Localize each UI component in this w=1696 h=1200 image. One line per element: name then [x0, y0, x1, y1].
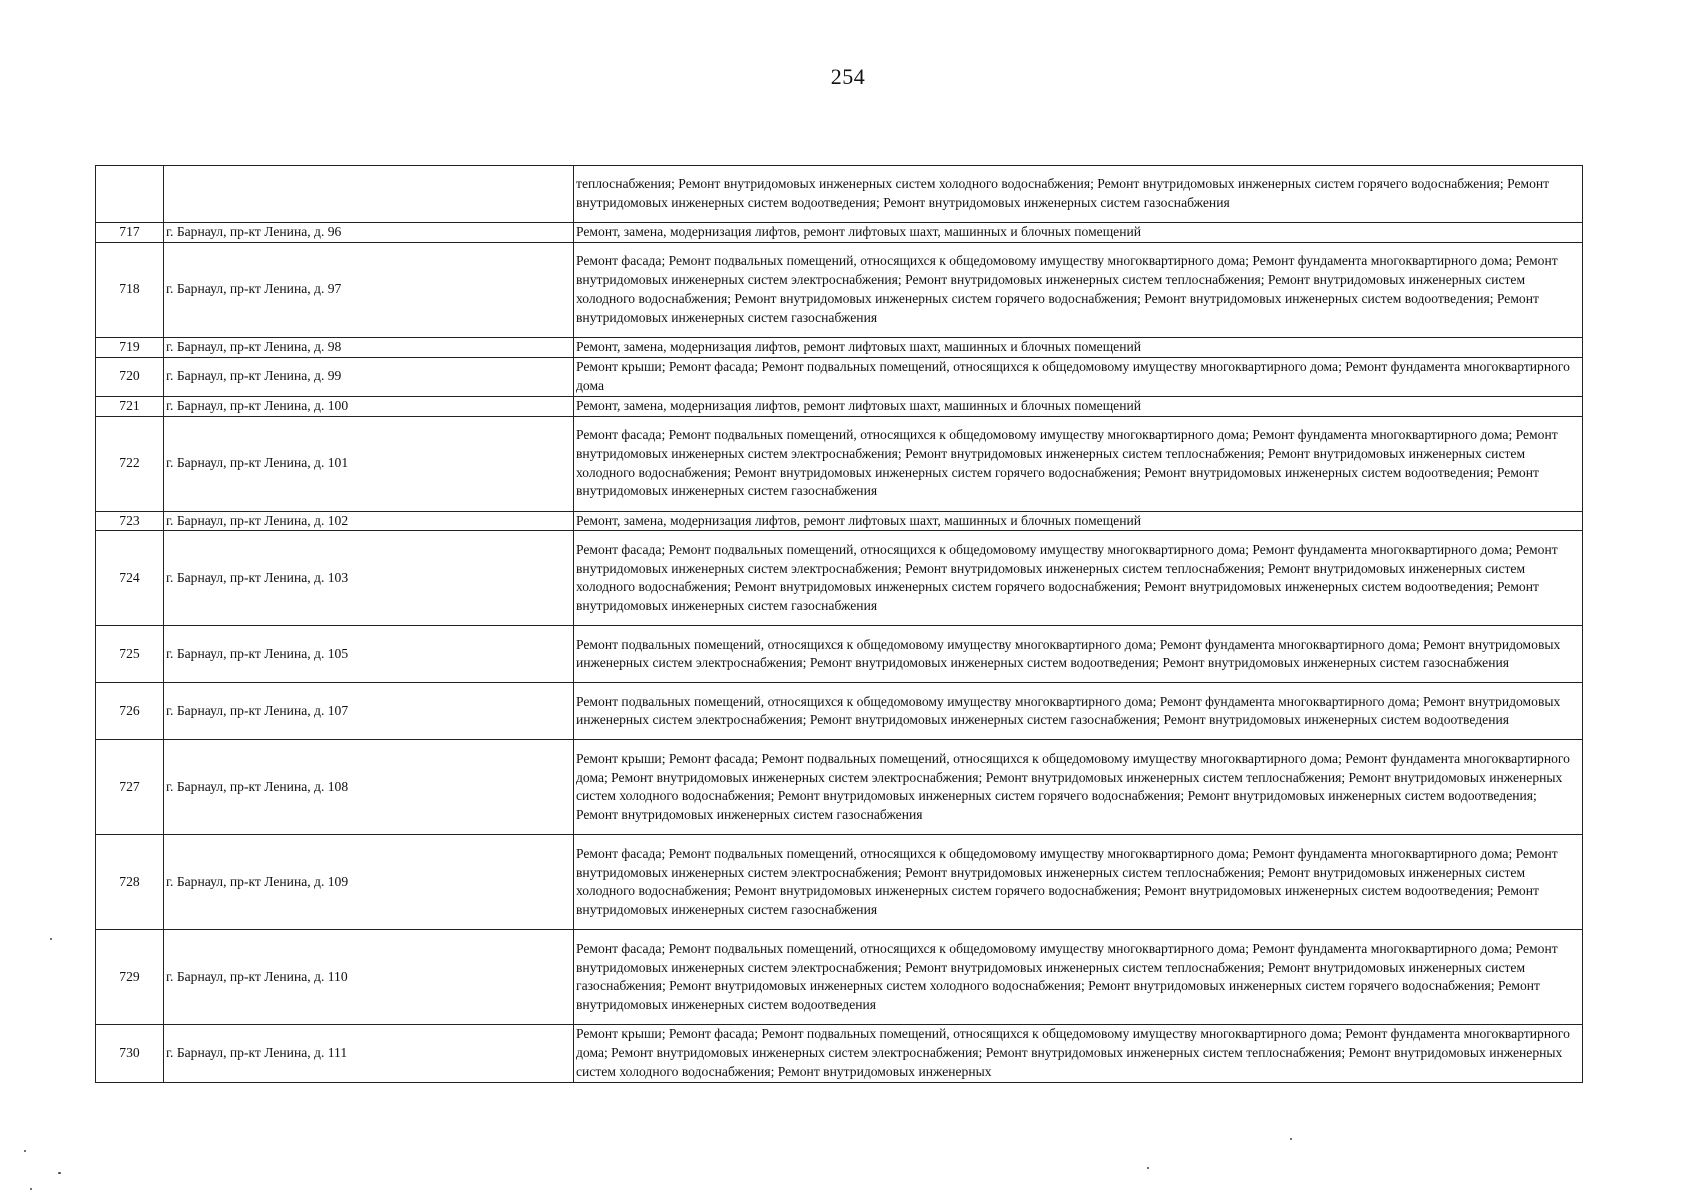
row-number: 721: [96, 396, 164, 416]
table-row: [96, 357, 1583, 396]
row-number: 717: [96, 223, 164, 243]
scan-speck: [30, 1188, 32, 1190]
page-number: 254: [830, 64, 866, 89]
row-address: г. Барнаул, пр-кт Ленина, д. 105: [164, 626, 574, 683]
table-row: [96, 416, 1583, 511]
row-works: теплоснабжения; Ремонт внутридомовых инженерных систем холодного водоснабжения; Ремонт внутридомовых инженерных систем горячего водоснабжения; Ремонт внутридомовых инженерных систем водоотведения; Ремонт внутридомовых инженерных систем газоснабжения: [576, 176, 1550, 210]
row-works-cell: [574, 416, 1583, 511]
table-row: [96, 740, 1583, 835]
row-address: г. Барнаул, пр-кт Ленина, д. 111: [164, 1025, 574, 1083]
table-row: [96, 683, 1583, 740]
row-works: Ремонт подвальных помещений, относящихся к общедомовому имуществу многоквартирного дома; Ремонт фундамента многоквартирного дома; Ремонт внутридомовых инженерных систем электроснабжения; Ремонт внутридомовых инженерных систем газоснабжения; Ремонт внутридомовых инженерных систем водоотведения: [576, 693, 1561, 728]
row-works-cell: [574, 683, 1583, 740]
scan-speck: [24, 1150, 26, 1152]
row-number: 720: [96, 357, 164, 396]
row-works-cell: [574, 740, 1583, 835]
table-row: [96, 166, 1583, 223]
row-address: г. Барнаул, пр-кт Ленина, д. 107: [164, 683, 574, 740]
table-row: [96, 337, 1583, 357]
row-address: г. Барнаул, пр-кт Ленина, д. 102: [164, 511, 574, 531]
row-address: г. Барнаул, пр-кт Ленина, д. 97: [164, 242, 574, 337]
scan-speck: [50, 938, 52, 940]
table-body: [96, 166, 1583, 1083]
table-row: [96, 930, 1583, 1025]
table-row: [96, 396, 1583, 416]
row-number: 728: [96, 835, 164, 930]
row-number: 718: [96, 242, 164, 337]
table-row: [96, 1025, 1583, 1083]
table-row: [96, 223, 1583, 243]
row-works-cell: [574, 166, 1583, 223]
row-address: г. Барнаул, пр-кт Ленина, д. 98: [164, 337, 574, 357]
row-address: [164, 166, 574, 223]
scan-speck: [1290, 1138, 1292, 1140]
row-works: Ремонт крыши; Ремонт фасада; Ремонт подвальных помещений, относящихся к общедомовому имуществу многоквартирного дома; Ремонт фундамента многоквартирного дома; Ремонт внутридомовых инженерных систем электроснабжения; Ремонт внутридомовых инженерных систем теплоснабжения; Ремонт внутридомовых инженерных систем холодного водоснабжения; Ремонт внутридомовых инженерных систем горячего водоснабжения; Ремонт внутридомовых инженерных систем водоотведения; Ремонт внутридомовых инженерных систем газоснабжения: [576, 750, 1570, 823]
row-works-cell: [574, 835, 1583, 930]
row-works-cell: [574, 357, 1583, 396]
scan-speck: [1147, 1167, 1149, 1169]
row-number: 726: [96, 683, 164, 740]
row-works-cell: [574, 396, 1583, 416]
row-number: 725: [96, 626, 164, 683]
row-works: Ремонт, замена, модернизация лифтов, ремонт лифтовых шахт, машинных и блочных помещений: [576, 224, 1142, 239]
row-works: Ремонт подвальных помещений, относящихся к общедомовому имуществу многоквартирного дома; Ремонт фундамента многоквартирного дома; Ремонт внутридомовых инженерных систем электроснабжения; Ремонт внутридомовых инженерных систем водоотведения; Ремонт внутридомовых инженерных систем газоснабжения: [576, 636, 1561, 671]
row-address: г. Барнаул, пр-кт Ленина, д. 99: [164, 357, 574, 396]
row-works: Ремонт, замена, модернизация лифтов, ремонт лифтовых шахт, машинных и блочных помещений: [576, 512, 1142, 528]
row-number: 722: [96, 416, 164, 511]
row-number: 730: [96, 1025, 164, 1083]
table-row: [96, 835, 1583, 930]
row-number: 723: [96, 511, 164, 531]
row-number: [96, 166, 164, 223]
row-address: г. Барнаул, пр-кт Ленина, д. 103: [164, 531, 574, 626]
scan-speck: [58, 1172, 61, 1174]
row-number: 724: [96, 531, 164, 626]
row-works: Ремонт фасада; Ремонт подвальных помещений, относящихся к общедомовому имуществу многоквартирного дома; Ремонт фундамента многоквартирного дома; Ремонт внутридомовых инженерных систем электроснабжения; Ремонт внутридомовых инженерных систем теплоснабжения; Ремонт внутридомовых инженерных систем газоснабжения; Ремонт внутридомовых инженерных систем холодного водоснабжения; Ремонт внутридомовых инженерных систем горячего водоснабжения; Ремонт внутридомовых инженерных систем водоотведения: [576, 940, 1558, 1013]
table-row: [96, 626, 1583, 683]
row-works: Ремонт фасада; Ремонт подвальных помещений, относящихся к общедомовому имуществу многоквартирного дома; Ремонт фундамента многоквартирного дома; Ремонт внутридомовых инженерных систем электроснабжения; Ремонт внутридомовых инженерных систем теплоснабжения; Ремонт внутридомовых инженерных систем холодного водоснабжения; Ремонт внутридомовых инженерных систем горячего водоснабжения; Ремонт внутридомовых инженерных систем водоотведения; Ремонт внутридомовых инженерных систем газоснабжения: [576, 426, 1558, 499]
row-address: г. Барнаул, пр-кт Ленина, д. 100: [164, 396, 574, 416]
row-address: г. Барнаул, пр-кт Ленина, д. 101: [164, 416, 574, 511]
row-works: Ремонт, замена, модернизация лифтов, ремонт лифтовых шахт, машинных и блочных помещений: [576, 397, 1142, 413]
row-address: г. Барнаул, пр-кт Ленина, д. 109: [164, 835, 574, 930]
row-address: г. Барнаул, пр-кт Ленина, д. 96: [164, 223, 574, 243]
table-row: [96, 531, 1583, 626]
row-works: Ремонт, замена, модернизация лифтов, ремонт лифтовых шахт, машинных и блочных помещений: [576, 338, 1142, 354]
row-works-cell: [574, 531, 1583, 626]
row-address: г. Барнаул, пр-кт Ленина, д. 108: [164, 740, 574, 835]
row-number: 729: [96, 930, 164, 1025]
repair-works-table: [95, 165, 1583, 1083]
row-works-cell: [574, 242, 1583, 337]
row-works: Ремонт крыши; Ремонт фасада; Ремонт подвальных помещений, относящихся к общедомовому имуществу многоквартирного дома; Ремонт фундамента многоквартирного дома: [576, 358, 1570, 393]
row-works-cell: [574, 626, 1583, 683]
row-works: Ремонт фасада; Ремонт подвальных помещений, относящихся к общедомовому имуществу многоквартирного дома; Ремонт фундамента многоквартирного дома; Ремонт внутридомовых инженерных систем электроснабжения; Ремонт внутридомовых инженерных систем теплоснабжения; Ремонт внутридомовых инженерных систем холодного водоснабжения; Ремонт внутридомовых инженерных систем горячего водоснабжения; Ремонт внутридомовых инженерных систем водоотведения; Ремонт внутридомовых инженерных систем газоснабжения: [576, 845, 1558, 918]
row-works: Ремонт фасада; Ремонт подвальных помещений, относящихся к общедомовому имуществу многоквартирного дома; Ремонт фундамента многоквартирного дома; Ремонт внутридомовых инженерных систем электроснабжения; Ремонт внутридомовых инженерных систем теплоснабжения; Ремонт внутридомовых инженерных систем холодного водоснабжения; Ремонт внутридомовых инженерных систем горячего водоснабжения; Ремонт внутридомовых инженерных систем водоотведения; Ремонт внутридомовых инженерных систем газоснабжения: [576, 253, 1558, 325]
row-works-cell: [574, 930, 1583, 1025]
row-number: 727: [96, 740, 164, 835]
row-works-cell: [574, 1025, 1583, 1083]
table-row: [96, 511, 1583, 531]
row-works: Ремонт крыши; Ремонт фасада; Ремонт подвальных помещений, относящихся к общедомовому имуществу многоквартирного дома; Ремонт фундамента многоквартирного дома; Ремонт внутридомовых инженерных систем электроснабжения; Ремонт внутридомовых инженерных систем теплоснабжения; Ремонт внутридомовых инженерных систем холодного водоснабжения; Ремонт внутридомовых инженерных: [576, 1026, 1570, 1080]
row-works: Ремонт фасада; Ремонт подвальных помещений, относящихся к общедомовому имуществу многоквартирного дома; Ремонт фундамента многоквартирного дома; Ремонт внутридомовых инженерных систем электроснабжения; Ремонт внутридомовых инженерных систем теплоснабжения; Ремонт внутридомовых инженерных систем холодного водоснабжения; Ремонт внутридомовых инженерных систем горячего водоснабжения; Ремонт внутридомовых инженерных систем водоотведения; Ремонт внутридомовых инженерных систем газоснабжения: [576, 541, 1558, 614]
table-row: [96, 242, 1583, 337]
row-number: 719: [96, 337, 164, 357]
row-works-cell: [574, 223, 1583, 243]
row-address: г. Барнаул, пр-кт Ленина, д. 110: [164, 930, 574, 1025]
row-works-cell: [574, 337, 1583, 357]
row-works-cell: [574, 511, 1583, 531]
